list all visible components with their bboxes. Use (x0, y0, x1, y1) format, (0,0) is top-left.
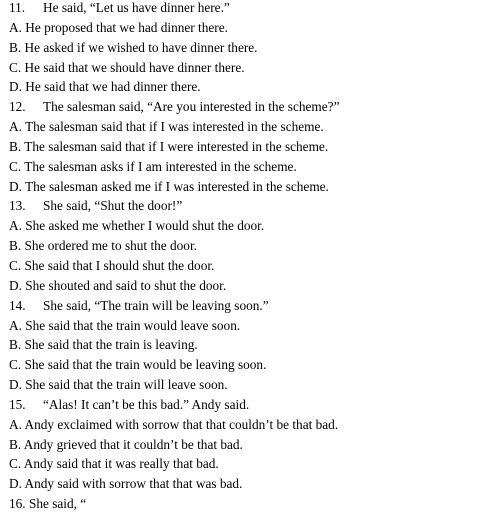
option-11-d: D. He said that we had dinner there. (9, 79, 201, 95)
document-body (9, 0, 489, 514)
option-13-a: A. She asked me whether I would shut the door. (9, 218, 265, 234)
option-14-d: D. She said that the train will leave soon. (9, 377, 228, 393)
question-text: The salesman said, “Are you interested in the scheme?” (43, 99, 340, 115)
option-13-b: B. She ordered me to shut the door. (9, 238, 197, 254)
option-11-c: C. He said that we should have dinner there. (9, 59, 245, 75)
question-13-stem (9, 196, 489, 216)
option-15-a: A. Andy exclaimed with sorrow that that couldn’t be that bad. (9, 416, 339, 432)
question-number: 13. (9, 198, 26, 214)
option-12-b: B. The salesman said that if I were interested in the scheme. (9, 138, 329, 154)
option-13-d: D. She shouted and said to shut the door. (9, 277, 227, 293)
question-text: He said, “Let us have dinner here.” (43, 0, 230, 15)
question-text: She said, “The train will be leaving soon.” (43, 297, 269, 313)
option-15-b: B. Andy grieved that it couldn’t be that bad. (9, 436, 243, 452)
question-number: 14. (9, 297, 26, 313)
option-15-c: C. Andy said that it was really that bad. (9, 456, 219, 472)
question-12-stem (9, 97, 489, 117)
option-14-b: B. She said that the train is leaving. (9, 337, 198, 353)
option-11-b: B. He asked if we wished to have dinner there. (9, 39, 258, 55)
question-15-stem (9, 395, 489, 415)
question-number: 12. (9, 99, 26, 115)
option-13-c: C. She said that I should shut the door. (9, 257, 215, 273)
option-15-d: D. Andy said with sorrow that that was bad. (9, 476, 243, 492)
option-14-a: A. She said that the train would leave soon. (9, 317, 241, 333)
question-number: 15. (9, 396, 26, 412)
question-text: She said, “Shut the door!” (43, 198, 183, 214)
question-14-stem (9, 296, 489, 316)
question-11-stem (9, 0, 489, 18)
option-12-d: D. The salesman asked me if I was interested in the scheme. (9, 178, 329, 194)
question-text: “Alas! It can’t be this bad.” Andy said. (43, 396, 250, 412)
cut-off-next-question: 16. She said, “ (9, 496, 87, 512)
question-number: 11. (9, 0, 26, 15)
option-12-c: C. The salesman asks if I am interested in the scheme. (9, 158, 297, 174)
option-11-a: A. He proposed that we had dinner there. (9, 19, 228, 35)
option-14-c: C. She said that the train would be leaving soon. (9, 357, 267, 373)
option-12-a: A. The salesman said that if I was interested in the scheme. (9, 119, 324, 135)
